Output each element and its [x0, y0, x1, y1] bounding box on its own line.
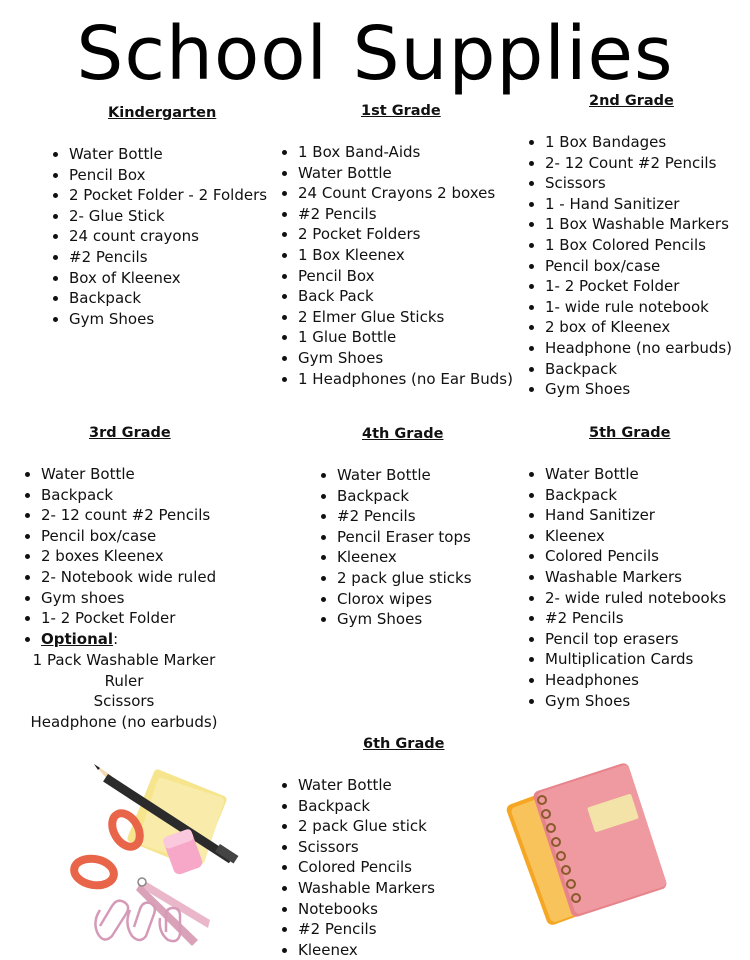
- list-item: Hand Sanitizer: [526, 505, 726, 526]
- list-item: #2 Pencils: [279, 919, 435, 940]
- optional-item: 1 Pack Washable Marker: [32, 651, 216, 669]
- list-item: Water Bottle: [50, 144, 267, 165]
- notebooks-illustration: [506, 760, 676, 935]
- list-item: 1 Box Band-Aids: [279, 142, 513, 163]
- grade6-list: [279, 775, 435, 960]
- list-item: 2 box of Kleenex: [526, 317, 732, 338]
- list-item: Clorox wipes: [318, 589, 472, 610]
- list-item: 2- 12 count #2 Pencils: [22, 505, 216, 526]
- optional-item: Ruler: [104, 671, 144, 690]
- list-item: 1 Box Colored Pencils: [526, 235, 732, 256]
- list-item: 1 Box Kleenex: [279, 245, 513, 266]
- kindergarten-list: [50, 144, 267, 329]
- optional-items: [14, 650, 234, 732]
- grade6-heading: 6th Grade: [363, 736, 445, 752]
- list-item: Backpack: [526, 485, 726, 506]
- grade1-heading: 1st Grade: [361, 103, 441, 119]
- grade4-list: [318, 465, 472, 630]
- list-item: Gym shoes: [22, 588, 216, 609]
- list-item: 1 Box Bandages: [526, 132, 732, 153]
- list-item: Water Bottle: [22, 464, 216, 485]
- list-item: 1 Box Washable Markers: [526, 214, 732, 235]
- optional-heading: [14, 629, 234, 650]
- list-item: 1- 2 Pocket Folder: [526, 276, 732, 297]
- list-item: Notebooks: [279, 899, 435, 920]
- list-item: 2- Glue Stick: [50, 206, 267, 227]
- list-item: Pencil Eraser tops: [318, 527, 472, 548]
- list-item: Multiplication Cards: [526, 649, 726, 670]
- list-item: 2 Elmer Glue Sticks: [279, 307, 513, 328]
- grade3-heading: 3rd Grade: [89, 425, 171, 441]
- list-item: #2 Pencils: [318, 506, 472, 527]
- list-item: Backpack: [50, 288, 267, 309]
- list-item: Kleenex: [318, 547, 472, 568]
- grade4-heading: 4th Grade: [362, 426, 444, 442]
- list-item: Gym Shoes: [279, 348, 513, 369]
- list-item: Colored Pencils: [279, 857, 435, 878]
- grade3-optional: [14, 629, 234, 732]
- list-item: 2 pack glue sticks: [318, 568, 472, 589]
- list-item: Water Bottle: [318, 465, 472, 486]
- grade1-list: [279, 142, 513, 389]
- list-item: Gym Shoes: [526, 379, 732, 400]
- list-item: Box of Kleenex: [50, 268, 267, 289]
- list-item: 2- wide ruled notebooks: [526, 588, 726, 609]
- list-item: Pencil box/case: [526, 256, 732, 277]
- list-item: 2 pack Glue stick: [279, 816, 435, 837]
- grade2-heading: 2nd Grade: [589, 93, 674, 109]
- list-item: #2 Pencils: [279, 204, 513, 225]
- list-item: Colored Pencils: [526, 546, 726, 567]
- optional-item: Scissors: [93, 692, 155, 711]
- list-item: Pencil top erasers: [526, 629, 726, 650]
- list-item: Scissors: [526, 173, 732, 194]
- list-item: 2- 12 Count #2 Pencils: [526, 153, 732, 174]
- kindergarten-heading: Kindergarten: [108, 105, 217, 121]
- list-item: 1 Headphones (no Ear Buds): [279, 369, 513, 390]
- list-item: 2 Pocket Folders: [279, 224, 513, 245]
- page-title: School Supplies: [76, 11, 674, 97]
- list-item: 2- Notebook wide ruled: [22, 567, 216, 588]
- grade5-heading: 5th Grade: [589, 425, 671, 441]
- list-item: Water Bottle: [279, 163, 513, 184]
- list-item: 1 Glue Bottle: [279, 327, 513, 348]
- list-item: #2 Pencils: [50, 247, 267, 268]
- list-item: Pencil box/case: [22, 526, 216, 547]
- list-item: Kleenex: [279, 940, 435, 960]
- list-item: Back Pack: [279, 286, 513, 307]
- list-item: Backpack: [22, 485, 216, 506]
- supplies-illustration: [60, 760, 260, 948]
- list-item: 24 count crayons: [50, 226, 267, 247]
- list-item: Kleenex: [526, 526, 726, 547]
- grade5-list: [526, 464, 726, 711]
- list-item: Backpack: [279, 796, 435, 817]
- list-item: Pencil Box: [279, 266, 513, 287]
- list-item: Scissors: [279, 837, 435, 858]
- list-item: Gym Shoes: [526, 691, 726, 712]
- list-item: Washable Markers: [279, 878, 435, 899]
- grade3-list: [22, 464, 216, 629]
- list-item: Backpack: [526, 359, 732, 380]
- list-item: Pencil Box: [50, 165, 267, 186]
- list-item: Backpack: [318, 486, 472, 507]
- list-item: Gym Shoes: [318, 609, 472, 630]
- list-item: Headphones: [526, 670, 726, 691]
- optional-label: Optional: [41, 630, 114, 648]
- list-item: #2 Pencils: [526, 608, 726, 629]
- list-item: Washable Markers: [526, 567, 726, 588]
- list-item: 1 - Hand Sanitizer: [526, 194, 732, 215]
- optional-item: Headphone (no earbuds): [30, 712, 218, 731]
- list-item: 2 Pocket Folder - 2 Folders: [50, 185, 267, 206]
- list-item: Gym Shoes: [50, 309, 267, 330]
- list-item: Headphone (no earbuds): [526, 338, 732, 359]
- list-item: 24 Count Crayons 2 boxes: [279, 183, 513, 204]
- list-item: 2 boxes Kleenex: [22, 546, 216, 567]
- grade2-list: [526, 132, 732, 400]
- list-item: Water Bottle: [526, 464, 726, 485]
- list-item: 1- 2 Pocket Folder: [22, 608, 216, 629]
- list-item: Water Bottle: [279, 775, 435, 796]
- optional-colon: :: [113, 630, 119, 648]
- list-item: 1- wide rule notebook: [526, 297, 732, 318]
